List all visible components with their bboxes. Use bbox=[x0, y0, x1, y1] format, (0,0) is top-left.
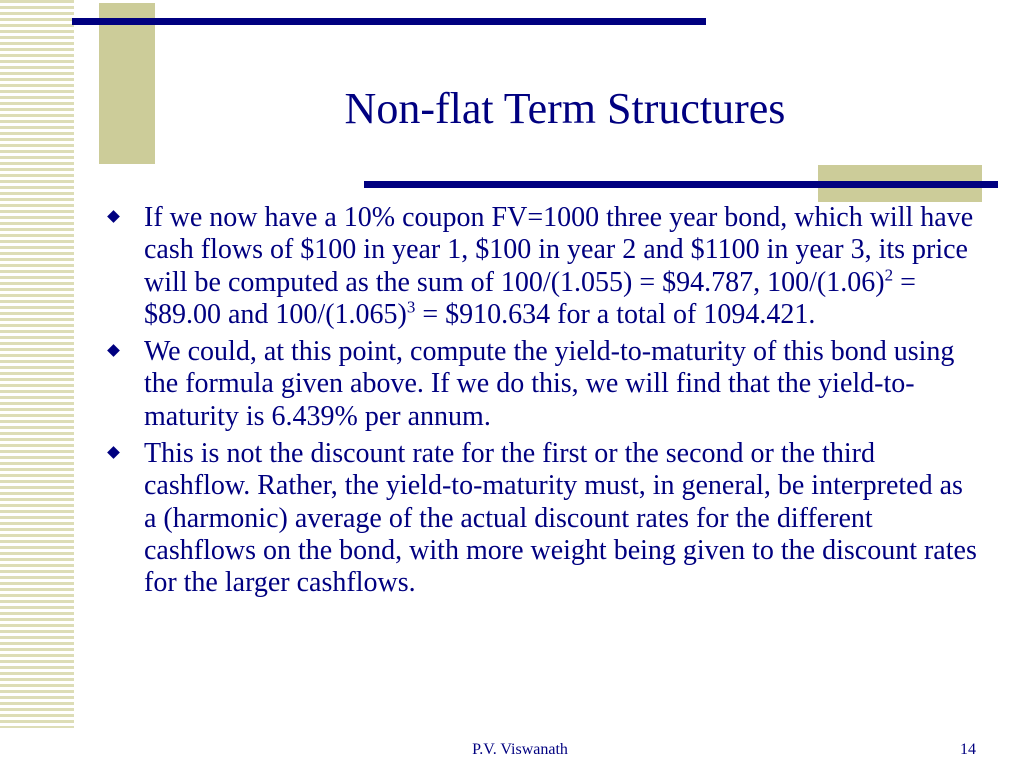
top-accent-block bbox=[99, 3, 155, 164]
footer-author: P.V. Viswanath bbox=[472, 741, 568, 758]
bullet-text-part: If we now have a 10% coupon FV=1000 three year bond, which will have cash flows of $100 in year 1, $100 in year 2 and $1100 in year 3, its price will be computed as the sum of 100/(1.055) = $94.787, 100/(1.06) bbox=[144, 202, 974, 298]
diamond-bullet-icon bbox=[107, 210, 120, 223]
bullet-text-part: = $910.634 for a total of 1094.421. bbox=[415, 298, 816, 330]
slide-title: Non-flat Term Structures bbox=[344, 84, 786, 133]
superscript-exponent: 2 bbox=[884, 265, 894, 285]
diamond-bullet-icon bbox=[107, 446, 120, 459]
page-number: 14 bbox=[960, 741, 976, 758]
bullet-item-yield-to-maturity bbox=[105, 336, 980, 433]
bullet-list bbox=[105, 202, 980, 605]
bullet-text-part: = $89.00 and 100/(1.065) bbox=[144, 266, 916, 330]
bullet-item-bond-price bbox=[105, 202, 980, 331]
bullet-text: We could, at this point, compute the yield-to-maturity of this bond using the formula given above. If we do this, we will find that the yield-to-maturity is 6.439% per annum. bbox=[144, 336, 955, 432]
diamond-bullet-icon bbox=[107, 344, 120, 357]
bullet-item-harmonic-average bbox=[105, 438, 980, 599]
bullet-text: This is not the discount rate for the first or the second or the third cashflow. Rather, the yield-to-maturity must, in general, be interpreted as a (harmonic) average of the actual discount rates for the different cashflows on the bond, with more weight being given to the discount rates for the larger cashflows. bbox=[144, 438, 977, 599]
left-stripe-decoration bbox=[0, 0, 74, 728]
superscript-exponent: 3 bbox=[406, 297, 416, 317]
title-underline-accent bbox=[364, 181, 998, 188]
top-accent-line bbox=[72, 18, 706, 25]
